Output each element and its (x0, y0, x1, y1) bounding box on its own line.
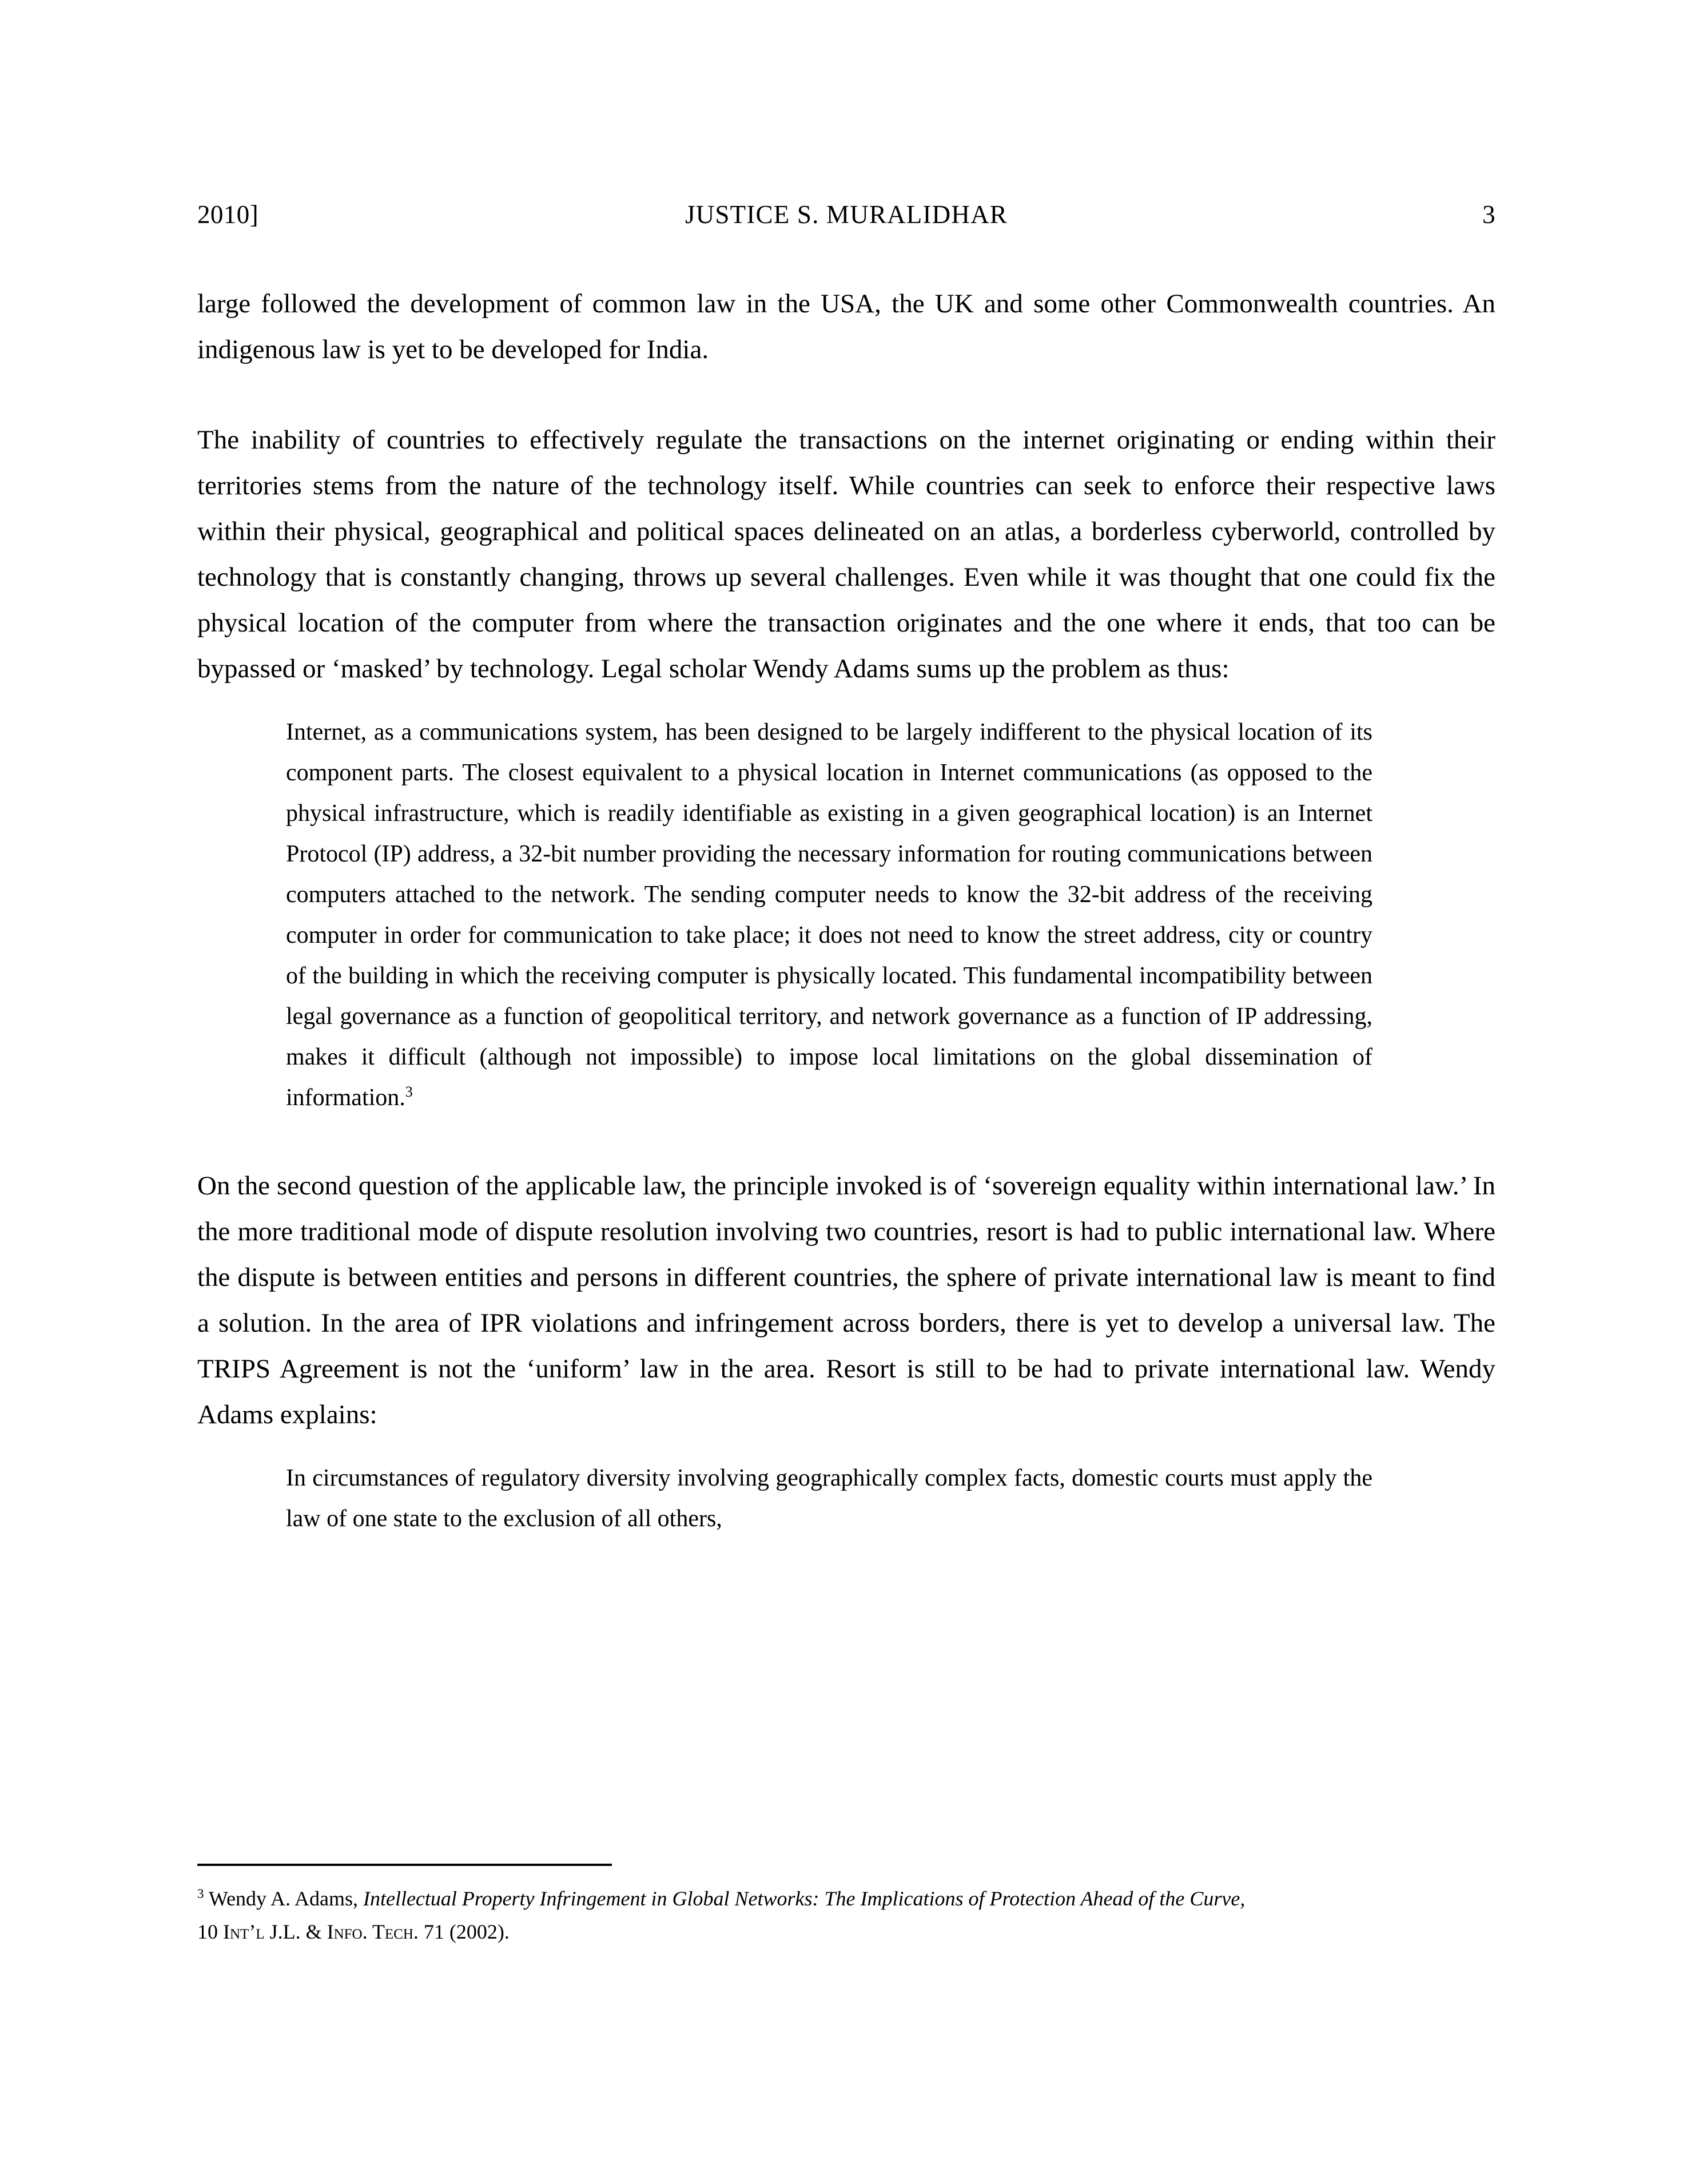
footnote-zone (197, 1864, 1495, 1948)
footnote-page-year: 71 (2002). (423, 1920, 510, 1943)
page-number: 3 (1482, 200, 1495, 229)
running-head-year: 2010] (197, 200, 258, 229)
footnote-separator-rule (197, 1864, 612, 1866)
paragraph-2: The inability of countries to effectively regulate the transactions on the internet originating or ending within their territories stems from the nature of the technology itself. While countries can seek to enforce their respective laws within their physical, geographical and political spaces delineated on an atlas, a borderless cyberworld, controlled by technology that is constantly changing, throws up several challenges. Even while it was thought that one could fix the physical location of the computer from where the transaction originates and the one where it ends, that too can be bypassed or ‘masked’ by technology. Legal scholar Wendy Adams sums up the problem as thus: (197, 425, 1495, 684)
running-head (197, 197, 1495, 232)
paragraph-1: large followed the development of common law in the USA, the UK and some other Commonwealth countries. An indigenous law is yet to be developed for India. (197, 289, 1495, 364)
running-head-title: JUSTICE S. MURALIDHAR (685, 200, 1008, 229)
footnote-journal: Int’l J.L. & Info. Tech. (223, 1920, 419, 1943)
footnote-number: 3 (197, 1886, 204, 1901)
footnote-3 (197, 1882, 1495, 1948)
footnote-volume: 10 (197, 1920, 218, 1943)
page-content (197, 0, 1495, 1539)
footnote-title: Intellectual Property Infringement in Global Networks: The Implications of Protection Ahead of the Curve, (363, 1887, 1246, 1910)
blockquote-1 (286, 712, 1430, 1118)
footnote-reference-3[interactable]: 3 (405, 1083, 413, 1100)
paragraph-3: On the second question of the applicable law, the principle invoked is of ‘sovereign equality within international law.’ In the more traditional mode of dispute resolution involving two countries, resort is had to public international law. Where the dispute is between entities and persons in different countries, the sphere of private international law is meant to find a solution. In the area of IPR violations and infringement across borders, there is yet to develop a universal law. The TRIPS Agreement is not the ‘uniform’ law in the area. Resort is still to be had to private international law. Wendy Adams explains: (197, 1171, 1495, 1429)
blockquote-2: In circumstances of regulatory diversity involving geographically complex facts, domestic courts must apply the law of one state to the exclusion of all others, (286, 1465, 1372, 1532)
footnote-author: Wendy A. Adams, (208, 1887, 358, 1910)
blockquote-1-text: Internet, as a communications system, has been designed to be largely indifferent to the physical location of its component parts. The closest equivalent to a physical location in Internet communications (as opposed to the physical infrastructure, which is readily identifiable as existing in a given geographical location) is an Internet Protocol (IP) address, a 32-bit number providing the necessary information for routing communications between computers attached to the network. The sending computer needs to know the 32-bit address of the receiving computer in order for communication to take place; it does not need to know the street address, city or country of the building in which the receiving computer is physically located. This fundamental incompatibility between legal governance as a function of geopolitical territory, and network governance as a function of IP addressing, makes it difficult (although not impossible) to impose local limitations on the global dissemination of information. (286, 719, 1372, 1111)
